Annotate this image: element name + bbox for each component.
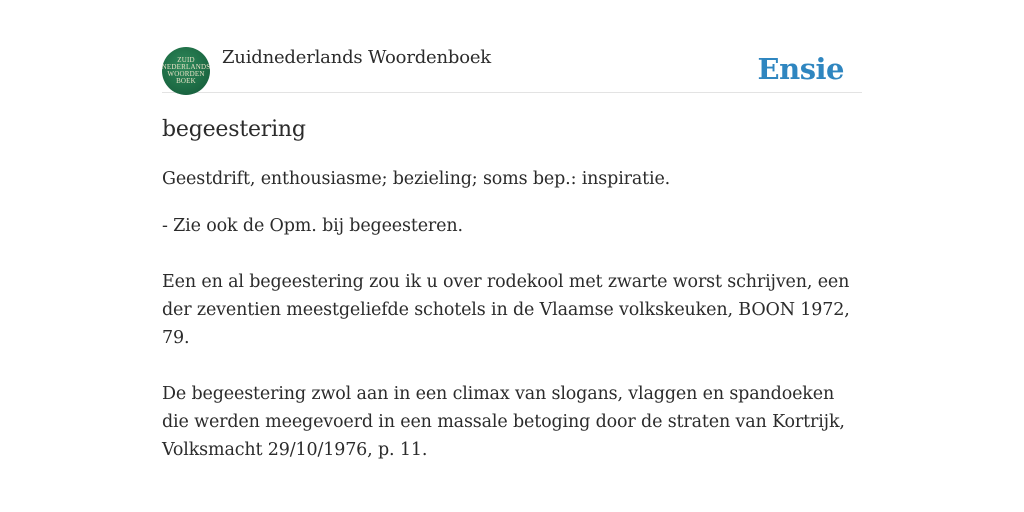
logo-text-line-1: ZUID: [177, 56, 195, 64]
example-quote: Een en al begeestering zou ik u over rodekool met zwarte worst schrijven, een der zeventien meestgeliefde schotels in de Vlaamse volkskeuken, BOON 1972, 79.: [162, 272, 850, 348]
logo-text-line-2: NEDERLANDS: [162, 63, 210, 71]
ensie-brand-link[interactable]: Ensie: [757, 52, 844, 86]
logo-text-line-4: BOEK: [176, 77, 196, 85]
definition-text: Geestdrift, enthousiasme; bezieling; soms bep.: inspiratie.: [162, 169, 671, 189]
headword: begeestering: [162, 117, 306, 142]
source-title[interactable]: Zuidnederlands Woordenboek: [222, 47, 492, 68]
logo-text-line-3: WOORDEN: [167, 70, 205, 78]
dictionary-logo[interactable]: [162, 47, 210, 95]
example-quote: De begeestering zwol aan in een climax van slogans, vlaggen en spandoeken die werden meegevoerd in een massale betoging door de straten van Kortrijk, Volksmacht 29/10/1976, p. 11.: [162, 384, 845, 460]
remark-text: - Zie ook de Opm. bij begeesteren.: [162, 216, 463, 236]
entry-header: [162, 44, 862, 93]
dictionary-entry-card: [162, 44, 862, 464]
